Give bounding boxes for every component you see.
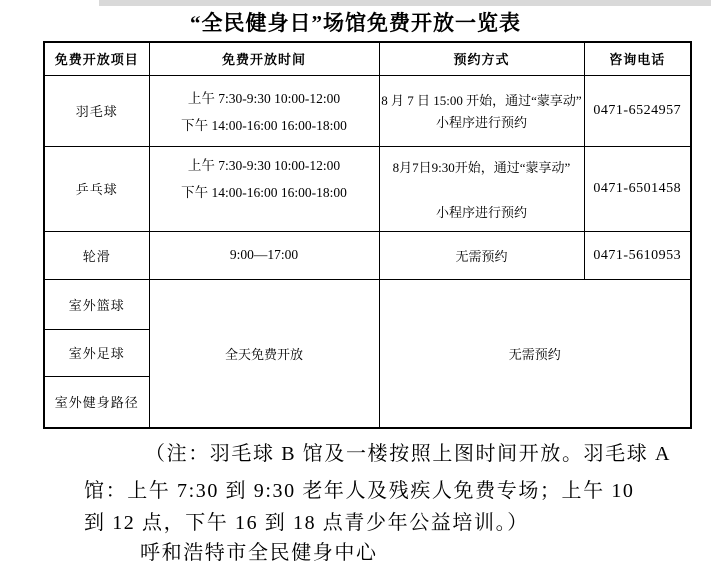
booking-line-2: 小程序进行预约 [435, 115, 527, 130]
time-morning: 上午 7:30-9:30 10:00-12:00 [187, 158, 341, 173]
cell-time-badminton [149, 75, 379, 146]
table-row-outdoor-basketball [44, 279, 691, 329]
phone-number: 0471-6524957 [593, 103, 682, 118]
cell-time-table-tennis [149, 146, 379, 231]
table-row-table-tennis [44, 146, 691, 231]
cell-booking-table-tennis [379, 146, 584, 231]
item-label: 室外篮球 [68, 297, 125, 313]
cell-item-table-tennis [44, 146, 149, 231]
time-all-day: 全天免费开放 [224, 346, 303, 362]
cell-booking-badminton [379, 75, 584, 146]
document-title: “全民健身日”场馆免费开放一览表 [190, 11, 521, 35]
booking-line-2: 小程序进行预约 [435, 204, 527, 220]
booking-text: 无需预约 [508, 346, 561, 362]
item-label: 羽毛球 [75, 104, 118, 119]
note-line-1: （注：羽毛球 B 馆及一楼按照上图时间开放。羽毛球 A [145, 443, 671, 465]
cell-booking-outdoor-shared [379, 279, 691, 428]
phone-number: 0471-5610953 [593, 247, 682, 263]
item-label: 室外足球 [68, 346, 125, 361]
header-item-column: 免费开放项目 [44, 42, 149, 75]
cell-item-roller-skating [44, 231, 149, 279]
note-line-3: 到 12 点，下午 16 到 18 点青少年公益培训。） [84, 512, 529, 534]
table-row-badminton [44, 75, 691, 146]
time-all: 9:00—17:00 [229, 247, 299, 262]
booking-text: 无需预约 [455, 248, 508, 264]
header-booking-column: 预约方式 [379, 42, 584, 75]
cell-phone-table-tennis [584, 146, 691, 231]
phone-number: 0471-6501458 [593, 181, 682, 196]
time-afternoon: 下午 14:00-16:00 16:00-18:00 [181, 118, 347, 133]
cell-item-outdoor-fitness-path [44, 376, 149, 428]
header-phone-column: 咨询电话 [584, 42, 691, 75]
clipped-paragraph-line: 呼和浩特市全民健身中心 [140, 542, 378, 564]
cell-time-outdoor-shared [149, 279, 379, 428]
time-morning: 上午 7:30-9:30 10:00-12:00 [187, 91, 341, 106]
item-label: 室外健身路径 [54, 395, 139, 411]
cell-time-roller-skating [149, 231, 379, 279]
booking-line-1: 8 月 7 日 15:00 开始，通过“蒙享动” [381, 93, 582, 108]
cell-phone-roller-skating [584, 231, 691, 279]
cell-item-outdoor-basketball [44, 279, 149, 329]
cell-phone-badminton [584, 75, 691, 146]
cell-booking-roller-skating [379, 231, 584, 279]
booking-line-1: 8月7日9:30开始，通过“蒙享动” [392, 159, 571, 175]
note-line-2: 馆：上午 7:30 到 9:30 老年人及残疾人免费专场；上午 10 [84, 480, 635, 502]
time-afternoon: 下午 14:00-16:00 16:00-18:00 [181, 185, 347, 200]
table-header-row [44, 42, 691, 75]
window-edge-strip [99, 0, 711, 6]
header-time-column: 免费开放时间 [149, 42, 379, 75]
item-label: 轮滑 [82, 248, 111, 264]
cell-item-outdoor-football [44, 329, 149, 376]
item-label: 乒乓球 [75, 182, 118, 197]
cell-item-badminton [44, 75, 149, 146]
table-row-roller-skating [44, 231, 691, 279]
schedule-table [43, 41, 692, 429]
